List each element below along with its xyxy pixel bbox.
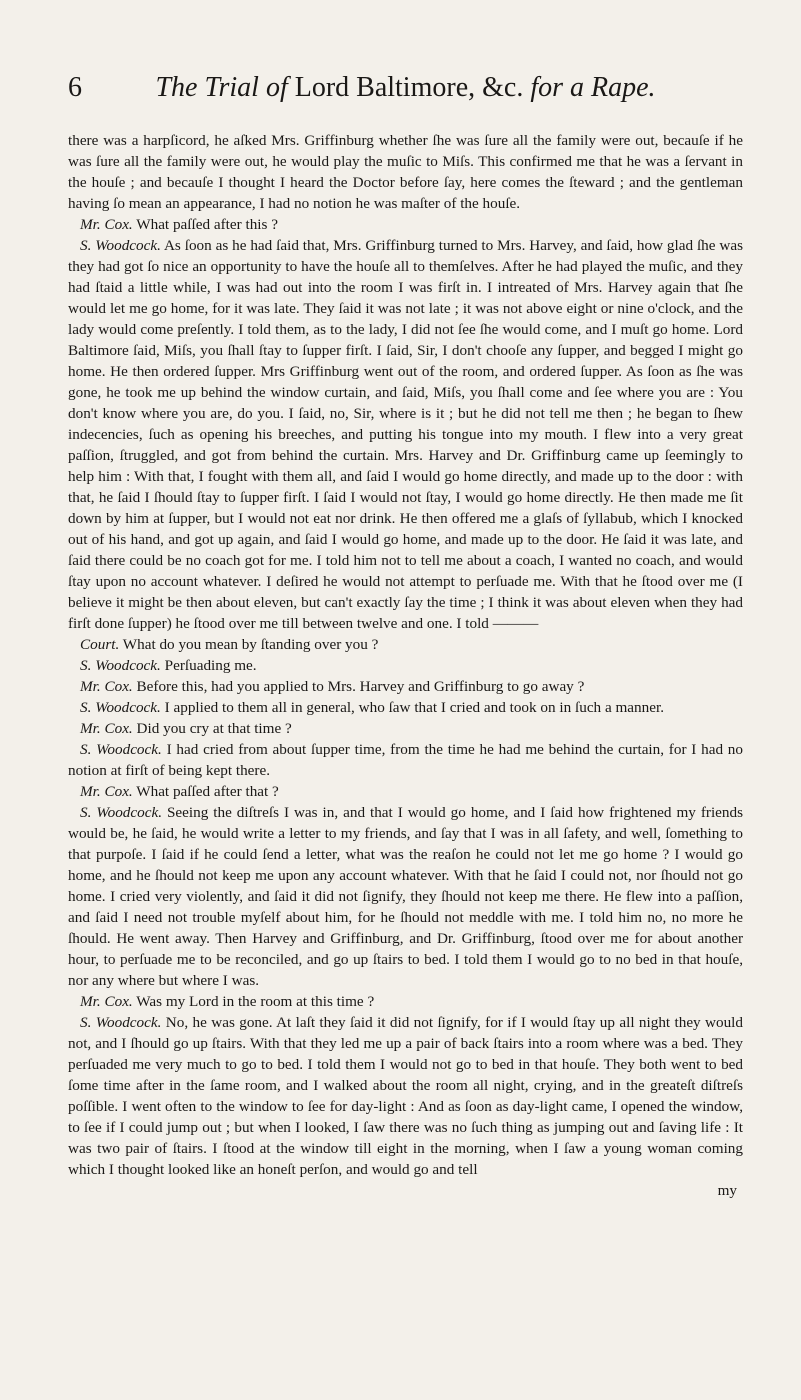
paragraph (68, 781, 743, 802)
paragraph (68, 634, 743, 655)
paragraph (68, 235, 743, 634)
title-of: of (265, 72, 288, 103)
running-title (68, 72, 743, 104)
paragraph (68, 991, 743, 1012)
speaker-label: Mr. Cox. (80, 678, 133, 695)
catchword: my (717, 1182, 737, 1199)
paragraph (68, 697, 743, 718)
speaker-label: Court. (80, 636, 120, 653)
paragraph-text: Before this, had you applied to Mrs. Harvey and Griffinburg to go away ? (136, 678, 585, 695)
paragraph-text: What do you mean by ſtanding over you ? (122, 636, 379, 653)
paragraph-text: Seeing the diſtreſs I was in, and that I would go home, and I ſaid how frightened my friends would be, he ſaid, he would write a letter to my friends, and ſay that I was in all ſafety, and well, ſomething to that purpoſe. I ſaid if he could ſend a letter, what was the reaſon he could not let me go home ? I would go home, and he ſhould not keep me upon any account whatever. With that he ſaid I could not, nor ſhould not go home. I cried very violently, and ſaid it did not ſignify, they ſhould not keep me there. He flew into a paſſion, and ſaid I need not trouble myſelf about him, for he ſhould not meddle with me. I told him no, no more he ſhould. He went away. Then Harvey and Griffinburg, and Dr. Griffinburg, ſtood over me for about another hour, to perſuade me to be reconciled, and go up ſtairs to bed. I told them I would go to no bed in that houſe, nor any where but where I was. (68, 804, 744, 989)
paragraph (68, 718, 743, 739)
paragraph (68, 655, 743, 676)
page-header (68, 72, 743, 112)
paragraph-text: What paſſed after this ? (136, 216, 278, 233)
speaker-label: S. Woodcock. (80, 657, 161, 674)
speaker-label: Mr. Cox. (80, 783, 133, 800)
paragraph (68, 802, 743, 991)
paragraph (68, 739, 743, 781)
paragraph-text: Was my Lord in the room at this time ? (136, 993, 375, 1010)
page-number: 6 (68, 72, 82, 103)
paragraph-text: there was a harpſicord, he aſked Mrs. Griffinburg whether ſhe was ſure all the family were out, becauſe if he was ſure all the family were out, he would play the muſic to Miſs. This confirmed me that he was a ſervant in the houſe ; and becauſe I thought I heard the Doctor before ſay, here comes the ſteward ; and the gentleman having ſo mean an appearance, I had no notion he was maſter of the houſe. (68, 132, 743, 212)
paragraph (68, 1012, 743, 1180)
title-the: The (155, 72, 198, 103)
paragraph-text: I applied to them all in general, who ſaw that I cried and took on in ſuch a manner. (164, 699, 664, 716)
paragraph (68, 130, 743, 214)
paragraph (68, 214, 743, 235)
speaker-label: S. Woodcock. (80, 237, 161, 254)
paragraph-text: I had cried from about ſupper time, from the time he had me behind the curtain, for I had no notion at firſt of being kept there. (68, 741, 743, 779)
body-text (68, 130, 743, 1180)
paragraph (68, 676, 743, 697)
speaker-label: S. Woodcock. (80, 741, 162, 758)
speaker-label: S. Woodcock. (80, 1014, 162, 1031)
paragraph-text: Did you cry at that time ? (136, 720, 292, 737)
title-for-a-rape: for a Rape. (530, 72, 656, 103)
speaker-label: S. Woodcock. (80, 804, 163, 821)
title-trial: Trial (204, 72, 259, 103)
paragraph-text: Perſuading me. (164, 657, 257, 674)
speaker-label: Mr. Cox. (80, 720, 133, 737)
speaker-label: S. Woodcock. (80, 699, 161, 716)
paragraph-text: What paſſed after that ? (136, 783, 279, 800)
title-lord-baltimore: Lord Baltimore, &c. (294, 72, 524, 103)
paragraph-text: As ſoon as he had ſaid that, Mrs. Griffinburg turned to Mrs. Harvey, and ſaid, how glad ſhe was they had got ſo nice an opportunity to have the houſe all to themſelves. After he had played the muſic, and they had ſtaid a little while, I was had out into the room I was firſt in. I intreated of Mrs. Harvey again that ſhe would let me go home, for it was late. They ſaid it was not late ; it was not above eight or nine o'clock, and the lady would come preſently. I told them, as to the lady, I did not ſee ſhe would come, and I muſt go home. Lord Baltimore ſaid, Miſs, you ſhall ſtay to ſupper firſt. I ſaid, Sir, I don't chooſe any ſupper, and begged I might go home. He then ordered ſupper. Mrs Griffinburg went out of the room, and ordered ſupper. As ſoon as ſhe was gone, he took me up behind the window curtain, and ſaid, Miſs, you ſhall come and ſee where you are : You don't know where you are, do you. I ſaid, no, Sir, where is it ; but he did not tell me then ; he began to ſhew indecencies, ſuch as opening his breeches, and putting his tongue into my mouth. I flew into a very great paſſion, ſtruggled, and got from behind the curtain. Mrs. Harvey and Dr. Griffinburg came up ſeemingly to help him : With that, I fought with them all, and ſaid I would go home directly, and made up to the door : with that, he ſaid I ſhould ſtay to ſupper firſt. I ſaid I would not ſtay, I would go home directly. He then made me ſit down by him at ſupper, but I would not eat nor drink. He then offered me a glaſs of ſyllabub, which I knocked out of his hand, and got up again, and ſaid I would go home, and made up to the door. He ſaid it was late, and ſaid there could be no coach got for me. I told him not to tell me about a coach, I wanted no coach, and would ſtay upon no account whatever. I deſired he would not attempt to perſuade me. With that he ſtood over me (I believe it might be then about eleven, but can't exactly ſay the time ; I think it was about eleven when they had firſt done ſupper) he ſtood over me till between twelve and one. I told ——— (68, 237, 743, 632)
paragraph-text: No, he was gone. At laſt they ſaid it did not ſignify, for if I would ſtay up all night they would not, and I ſhould go up ſtairs. With that they led me up a pair of back ſtairs into a room where was a bed. They perſuaded me very much to go to bed. I told them I would not go to bed in that houſe. They both went to bed ſome time after in the ſame room, and I walked about the room all night, crying, and in the greateſt diſtreſs poſſible. I went often to the window to ſee for day-light : And as ſoon as day-light came, I opened the window, to ſee if I could jump out ; but when I looked, I ſaw there was no ſuch thing as jumping out and ſaving life : It was two pair of ſtairs. I ſtood at the window till eight in the morning, when I ſaw a young woman coming which I thought looked like an honeſt perſon, and would go and tell (68, 1014, 743, 1178)
speaker-label: Mr. Cox. (80, 216, 133, 233)
speaker-label: Mr. Cox. (80, 993, 133, 1010)
